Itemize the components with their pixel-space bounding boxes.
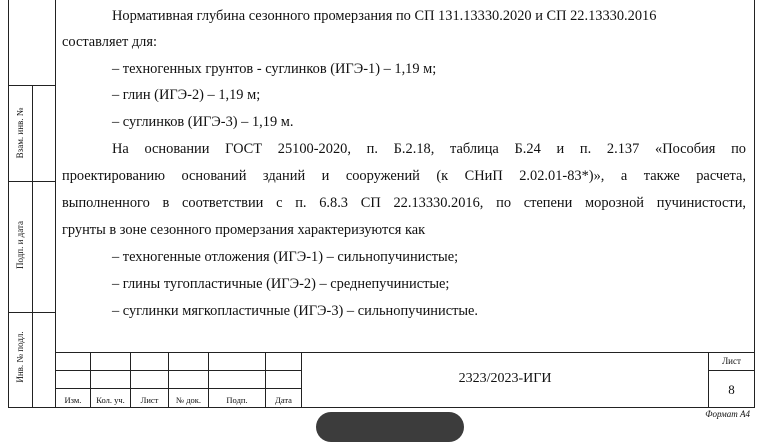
list-item: – суглинков (ИГЭ-3) – 1,19 м. — [112, 114, 294, 130]
format-label: Формат А4 — [705, 409, 750, 419]
stamp-divider-top — [8, 85, 55, 86]
left-frame-line — [8, 0, 9, 407]
col-ndok-label: № док. — [175, 395, 202, 405]
paragraph-2-line-3: выполненного в соответствии с п. 6.8.3 СП 22.13330.2016, по степени морозной пучинистости, — [62, 195, 746, 211]
col-list-label: Лист — [140, 395, 159, 405]
stamp-label-podp-data: Подп. и дата — [15, 220, 25, 270]
stamp-label-inv-podl: Инв. № подл. — [15, 331, 25, 383]
paragraph-2-line-2: проектированию оснований зданий и сооружений (к СНиП 2.02.01-83*)», а также расчета, — [62, 168, 746, 184]
stamp-column-divider — [32, 85, 33, 407]
paragraph-1-line-1: Нормативная глубина сезонного промерзания по СП 131.13330.2020 и СП 22.13330.2016 — [112, 8, 657, 24]
col-data-label: Дата — [275, 395, 292, 405]
bottom-frame-line — [8, 407, 755, 408]
document-code: 2323/2023-ИГИ — [458, 371, 552, 386]
paragraph-2-line-1: На основании ГОСТ 25100-2020, п. Б.2.18, таблица Б.24 и п. 2.137 «Пособия по — [112, 141, 746, 157]
col-kol-uch-label: Кол. уч. — [96, 395, 125, 405]
page-navigation-pill[interactable] — [316, 412, 464, 442]
right-frame-line — [754, 0, 755, 407]
sheet-label: Лист — [722, 356, 741, 366]
list-item: – суглинки мягкопластичные (ИГЭ-3) – сильнопучинистые. — [112, 303, 479, 319]
col-izm-label: Изм. — [64, 395, 82, 405]
stamp-divider-low — [8, 312, 55, 313]
sheet-cell-divider — [708, 370, 754, 371]
title-block-top-line — [55, 352, 755, 353]
col-podp-label: Подп. — [226, 395, 248, 405]
list-item: – техногенные отложения (ИГЭ-1) – сильнопучинистые; — [112, 249, 459, 265]
stamp-label-vzam-inv: Взам. инв. № — [15, 107, 25, 159]
list-item: – глины тугопластичные (ИГЭ-2) – среднепучинистые; — [112, 276, 450, 292]
main-frame-line — [55, 0, 56, 407]
list-item: – техногенных грунтов - суглинков (ИГЭ-1) – 1,19 м; — [112, 61, 437, 77]
list-item: – глин (ИГЭ-2) – 1,19 м; — [112, 87, 261, 103]
sheet-number: 8 — [728, 382, 735, 397]
stamp-divider-mid — [8, 181, 55, 182]
paragraph-1-line-2: составляет для: — [62, 34, 157, 50]
paragraph-2-line-4: грунты в зоне сезонного промерзания характеризуются как — [62, 222, 426, 238]
